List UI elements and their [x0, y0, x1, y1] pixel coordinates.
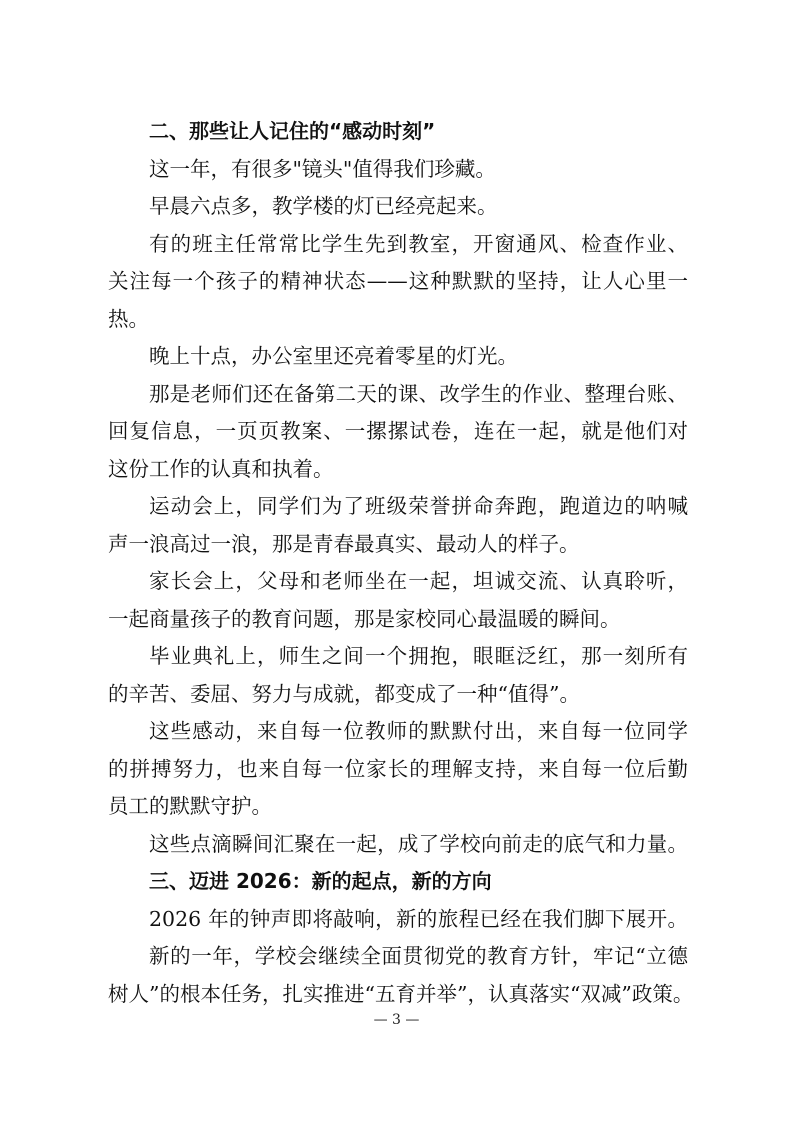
text-line: 有的班主任常常比学生先到教室，开窗通风、检查作业、 — [149, 231, 688, 256]
page-number: — 3 — — [373, 1012, 420, 1028]
text-line: 家长会上，父母和老师坐在一起，坦诚交流、认真聆听， — [149, 569, 688, 593]
section-heading: 三、迈进 2026：新的起点，新的方向 — [149, 869, 492, 893]
text-line: 这些感动，来自每一位教师的默默付出，来自每一位同学 — [149, 719, 688, 743]
text-line: 的拼搏努力，也来自每一位家长的理解支持，来自每一位后勤 — [108, 756, 688, 781]
text-line: 这份工作的认真和执着。 — [108, 456, 334, 481]
text-line: 新的一年，学校会继续全面贯彻党的教育方针，牢记“立德 — [149, 944, 688, 968]
section-heading: 二、那些让人记住的“感动时刻” — [149, 119, 436, 143]
text-line: 的辛苦、委屈、努力与成就，都变成了一种“值得”。 — [108, 681, 580, 706]
text-line: 毕业典礼上，师生之间一个拥抱，眼眶泛红，那一刻所有 — [149, 644, 688, 668]
text-line: 员工的默默守护。 — [108, 794, 272, 818]
text-line: 晚上十点，办公室里还亮着零星的灯光。 — [149, 344, 518, 368]
text-line: 一起商量孩子的教育问题，那是家校同心最温暖的瞬间。 — [108, 606, 621, 631]
text-line: 回复信息，一页页教案、一摞摞试卷，连在一起，就是他们对 — [108, 419, 688, 443]
text-line: 早晨六点多，教学楼的灯已经亮起来。 — [149, 194, 498, 218]
document-body — [108, 113, 694, 1013]
text-line: 声一浪高过一浪，那是青春最真实、最动人的样子。 — [108, 531, 580, 556]
text-line: 运动会上，同学们为了班级荣誉拼命奔跑，跑道边的呐喊 — [149, 494, 688, 518]
text-line: 这些点滴瞬间汇聚在一起，成了学校向前走的底气和力量。 — [149, 831, 688, 856]
text-line: 那是老师们还在备第二天的课、改学生的作业、整理台账、 — [149, 381, 688, 406]
text-line: 关注每一个孩子的精神状态——这种默默的坚持，让人心里一 — [108, 269, 688, 293]
text-line: 热。 — [108, 306, 149, 331]
text-line: 树人”的根本任务，扎实推进“五育并举”，认真落实“双减”政策。 — [108, 981, 694, 1006]
text-line: 这一年，有很多"镜头"值得我们珍藏。 — [149, 156, 496, 181]
text-line: 2026 年的钟声即将敲响，新的旅程已经在我们脚下展开。 — [149, 906, 688, 931]
